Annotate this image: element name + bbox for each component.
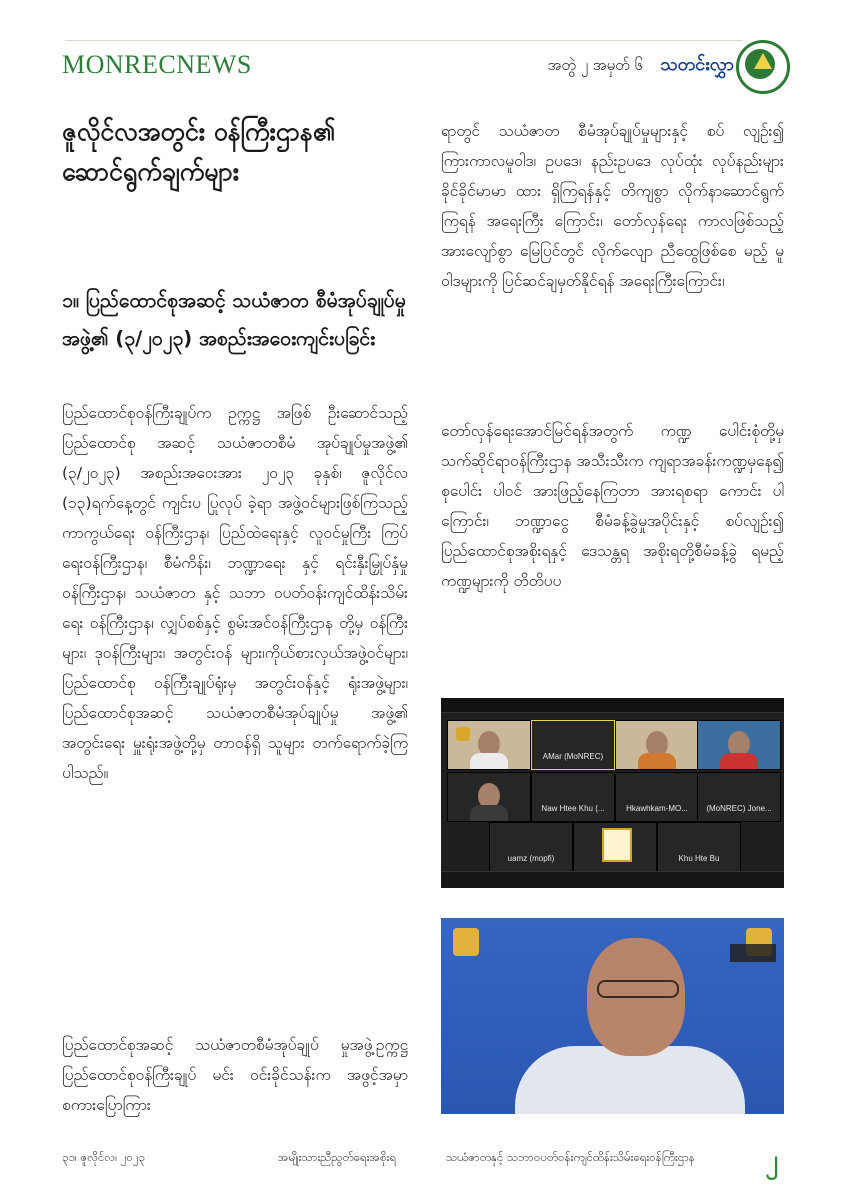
- participant-name: (MoNREC) Jone...: [706, 804, 772, 813]
- state-seal-icon: [453, 928, 479, 956]
- person-body: [470, 753, 508, 770]
- paragraph-text: ပြည်ထောင်စုဝန်ကြီးချုပ်က ဥက္ကဋ္ဌ အဖြစ် ဦးဆောင်သည့် ပြည်ထောင်စု အဆင့် သယံဇာတစီမံ အုပ်ချုပ်မှုအဖွဲ့၏ (၃/၂၀၂၃) အစည်းအဝေးအား ၂၀၂၃ ခုနှစ်၊ ဇူလိုင်လ (၁၃)ရက်နေ့တွင် ကျင်းပ ပြုလုပ် ခဲ့ရာ အဖွဲ့ဝင်များဖြစ်ကြသည့် ကာကွယ်ရေး ဝန်ကြီးဌာန၊ ပြည်ထဲရေးနှင့် လူဝင်မှုကြီး ကြပ်ရေးဝန်ကြီးဌာန၊ စီမံကိန်း၊ ဘဏ္ဍာရေး နှင့် ရင်းနှီးမြှုပ်နှံမှုဝန်ကြီးဌာန၊ သယံဇာတ နှင့် သဘာ ဝပတ်ဝန်းကျင်ထိန်းသိမ်းရေး ဝန်ကြီးဌာန၊ လျှပ်စစ်နှင့် စွမ်းအင်ဝန်ကြီးဌာန တို့မှ ဝန်ကြီးများ၊ ဒုဝန်ကြီးများ၊ အတွင်းဝန် များ၊ကိုယ်စားလှယ်အဖွဲ့ဝင်များ၊ပြည်ထောင်စု ဝန်ကြီးချုပ်ရုံးမှ အတွင်းဝန်နှင့် ရုံးအဖွဲ့များ၊ ပြည်ထောင်စုအဆင့် သယံဇာတစီမံအုပ်ချုပ်မှု အဖွဲ့၏ အတွင်းရေး မှူးရုံးအဖွဲ့တို့မှ တာဝန်ရှိ သူများ တက်ရောက်ခဲ့ကြပါသည်။: [62, 404, 408, 782]
- participant-tile: [615, 720, 699, 770]
- zoom-meeting-photo: [441, 698, 784, 888]
- left-column-paragraph-2: [62, 1030, 408, 1120]
- paragraph-text: ပြည်ထောင်စုအဆင့် သယံဇာတစီမံအုပ်ချုပ် မှုအဖွဲ့ဥက္ကဋ္ဌ ပြည်ထောင်စုဝန်ကြီးချုပ် မင်း ဝင်းခိုင်သန်းက အဖွင့်အမှာစကားပြောကြား: [62, 1036, 408, 1114]
- participant-tile: [697, 772, 781, 822]
- speaker-video-photo: [441, 918, 784, 1114]
- participant-tile: [447, 720, 531, 770]
- participant-tile: [573, 822, 657, 872]
- right-column-paragraph-2: [441, 416, 784, 596]
- glasses-icon: [597, 980, 679, 998]
- participant-name: AMar (MoNREC): [542, 752, 604, 761]
- left-column-paragraph-1: [62, 398, 408, 788]
- paragraph-text: တော်လှန်ရေးအောင်မြင်ရန်အတွက် ကဏ္ဍ ပေါင်းစုံတို့မှ သက်ဆိုင်ရာဝန်ကြီးဌာန အသီးသီးက ကျရာအခန်းကဏ္ဍမှနေ၍ စုပေါင်း ပါဝင် အားဖြည့်နေကြတာ အားရစရာ ကောင်း ပါကြောင်း၊ ဘဏ္ဍာငွေ စီမံခန့်ခွဲမှုအပိုင်းနှင့် စပ်လျဉ်း၍ ပြည်ထောင်စုအစိုးရနှင့် ဒေသန္တရ အစိုးရတို့စီမံခန့်ခွဲ ရမည့်ကဏ္ဍများကို တိတိပပ: [441, 422, 784, 590]
- footer-ministry: သယံဇာတနှင့် သဘာဝပတ်ဝန်းကျင်ထိန်းသိမ်းရေးဝန်ကြီးဌာန: [446, 1150, 695, 1164]
- self-view-thumbnail: [730, 944, 776, 962]
- ministry-logo-icon: [736, 40, 790, 94]
- person-body: [720, 753, 758, 770]
- right-column-paragraph-1: [441, 116, 784, 296]
- state-emblem-icon: [602, 828, 632, 862]
- participant-tile: [697, 720, 781, 770]
- newsletter-title: သတင်းလွှာ: [660, 54, 734, 75]
- person-body: [470, 805, 508, 822]
- header-divider: [65, 40, 743, 41]
- participant-tile: [531, 772, 615, 822]
- participant-tile: [657, 822, 741, 872]
- zoom-title-bar: [441, 698, 784, 713]
- brand-name: MONRECNEWS: [62, 50, 252, 79]
- participant-name: uamz (mopfi): [507, 854, 555, 863]
- issue-number: အတွဲ ၂ အမှတ် ၆: [547, 56, 643, 74]
- participant-name: Hkawhkam-MO...: [626, 804, 688, 813]
- footer-date: ၃၁၊ ဇူလိုင်လ၊ ၂၀၂၃: [62, 1150, 145, 1164]
- participant-name: Naw Htee Khu (...: [541, 804, 605, 813]
- paragraph-text: ရာတွင် သယံဇာတ စီမံအုပ်ချုပ်မှုများနှင့် စပ် လျဉ်း၍ ကြားကာလမူဝါဒ၊ ဥပဒေ၊ နည်းဥပဒေ လုပ်ထုံး လုပ်နည်းများ ခိုင်ခိုင်မာမာ ထား ရှိကြရန်နှင့် တိကျစွာ လိုက်နာဆောင်ရွက် ကြရန် အရေးကြီး ကြောင်း၊ တော်လှန်ရေး ကာလဖြစ်သည့်အားလျော်စွာ မြေပြင်တွင် လိုက်လျော ညီထွေဖြစ်စေ မည့် မူဝါဒများကို ပြင်ဆင်ချမှတ်နိုင်ရန် အရေးကြီးကြောင်း၊: [441, 122, 784, 290]
- participant-tile: [447, 772, 531, 822]
- footer-government: အမျိုးသားညီညွတ်ရေးအစိုးရ: [278, 1150, 397, 1164]
- participant-tile: [489, 822, 573, 872]
- participant-tile: [531, 720, 615, 770]
- article-headline: ဇူလိုင်လအတွင်း ဝန်ကြီးဌာန၏ ဆောင်ရွက်ချက်များ: [62, 117, 336, 186]
- participant-name: Khu Hte Bu: [678, 854, 720, 863]
- page-number: ၂: [765, 1145, 778, 1175]
- emblem-icon: [456, 727, 470, 741]
- speaker-body: [515, 1046, 745, 1114]
- section-heading: ၁။ ပြည်ထောင်စုအဆင့် သယံဇာတ စီမံအုပ်ချုပ်မှုအဖွဲ့၏ (၃/၂၀၂၃) အစည်းအဝေးကျင်းပခြင်း: [62, 289, 406, 350]
- zoom-control-bar: [441, 871, 784, 888]
- person-body: [638, 753, 676, 770]
- participant-tile: [615, 772, 699, 822]
